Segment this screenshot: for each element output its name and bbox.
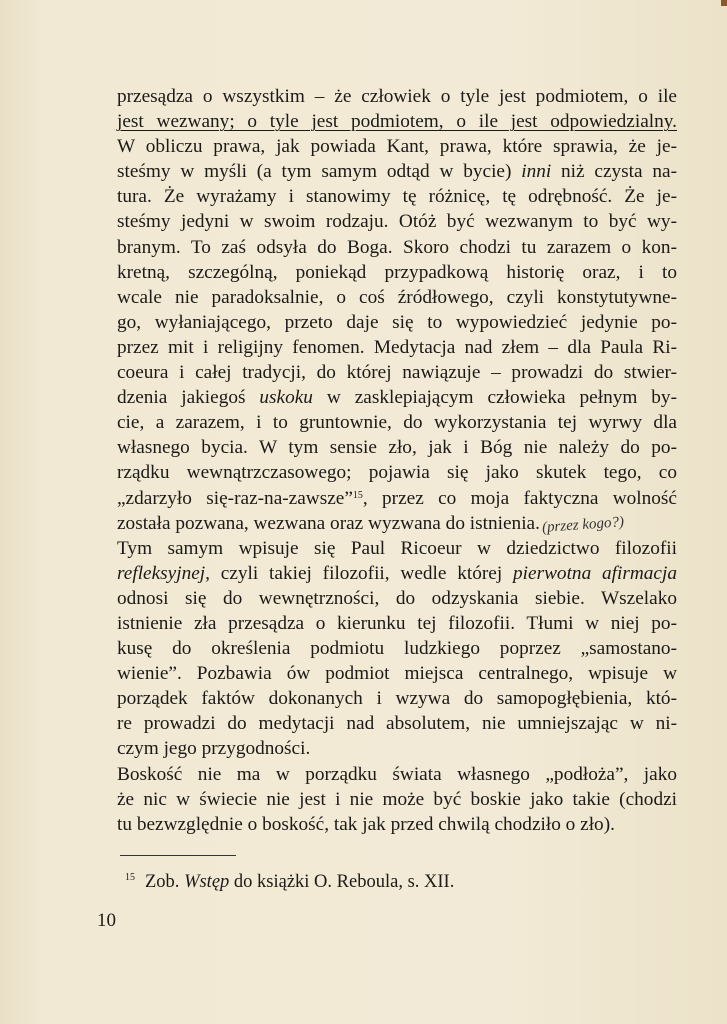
footnote-ref: niż czysta na- (551, 161, 677, 183)
footnote-number: 15 (125, 872, 135, 883)
text-line (117, 310, 677, 335)
text-line (117, 812, 677, 837)
text-line (117, 335, 677, 360)
text-line (117, 84, 677, 109)
text-run: inni (521, 161, 552, 183)
text-line (117, 209, 677, 234)
footnote-ref: czyli takiej filozofii, wedle której (209, 562, 514, 584)
footnote-ref: Tym samym wpisuje się Paul Ricoeur w dziedzictwo filozofii (117, 537, 677, 559)
text-line (117, 511, 677, 536)
footnote-ref: dzenia jakiegoś (117, 387, 260, 409)
footnote-ref: tu bezwzględnie o boskość, tak jak przed chwilą chodziło o zło). (117, 813, 615, 835)
footnote-rule (120, 855, 236, 856)
text-line (117, 134, 677, 159)
text-run: pierwotna afirmacja (513, 562, 677, 584)
footnote-ref: W obliczu prawa, jak powiada Kant, prawa, które sprawia, że je- (117, 136, 677, 158)
body-text (117, 84, 677, 837)
text-run: Wstęp (184, 872, 230, 892)
footnote-ref: w zasklepiającym człowieka pełnym by- (312, 387, 677, 409)
text-line (117, 385, 677, 410)
text-line (117, 586, 677, 611)
footnote-ref: re prowadzi do medytacji nad absolutem, nie umniejszając w ni- (117, 713, 677, 735)
footnote-ref: wienie”. Pozbawia ów podmiot miejsca centralnego, wpisuje w (117, 663, 677, 685)
footnote-ref: czym jego przygodności. (117, 738, 311, 760)
text-line (117, 184, 677, 209)
footnote-ref: 15 (352, 489, 363, 501)
footnote (125, 866, 454, 894)
text-line (117, 410, 677, 435)
text-line (117, 636, 677, 661)
footnote-ref: kretną, szczególną, poniekąd przypadkową historię oraz, i to (117, 261, 677, 283)
text-line (117, 460, 677, 485)
footnote-ref: „zdarzyło się-raz-na-zawsze” (117, 487, 353, 509)
text-line (117, 109, 677, 134)
footnote-ref: że nic w świecie nie jest i nie może być boskie jako takie (chodzi (117, 788, 677, 810)
footnote-ref: coeura i całej tradycji, do której nawiązuje – prowadzi do stwier- (117, 362, 677, 384)
text-line (117, 285, 677, 310)
footnote-ref: odnosi się do wewnętrzności, do odzyskania siebie. Wszelako (117, 587, 677, 609)
footnote-ref: przesądza o wszystkim – że człowiek o tyle jest podmiotem, o ile (117, 86, 677, 107)
page-corner-mark (721, 0, 727, 6)
text-line (117, 762, 677, 787)
footnote-ref: steśmy w myśli (a tym samym odtąd w bycie) (117, 161, 522, 183)
text-line (117, 661, 677, 686)
footnote-ref: cie, a zarazem, i to gruntownie, do wykorzystania tej wyrwy dla (117, 412, 677, 434)
text-run: refleksyjnej, (117, 562, 210, 584)
text-line (117, 486, 677, 511)
page-number: 10 (97, 910, 116, 931)
footnote-ref: do książki O. Reboula, s. XII. (229, 872, 455, 892)
text-line (117, 561, 677, 586)
footnote-ref: porządek faktów dokonanych i wzywa do samopogłębienia, któ- (117, 688, 677, 710)
text-line (117, 711, 677, 736)
footnote-ref: kusę do określenia podmiotu ludzkiego poprzez „samostano- (117, 638, 677, 660)
footnote-ref: została pozwana, wezwana oraz wyzwana do istnienia. (117, 512, 540, 534)
text-line (117, 736, 677, 761)
text-line (117, 686, 677, 711)
footnote-ref: istnienie zła przesądza o kierunku tej filozofii. Tłumi w niej po- (117, 612, 677, 634)
text-line (117, 260, 677, 285)
text-line (117, 235, 677, 260)
footnote-ref: steśmy jedyni w swoim rodzaju. Otóż być wezwanym to być wy- (117, 211, 677, 233)
footnote-ref: Boskość nie ma w porządku świata własnego „podłoża”, jako (117, 763, 677, 785)
text-run: uskoku (259, 387, 313, 409)
footnote-ref: przez mit i religijny fenomen. Medytacja nad złem – dla Paula Ri- (117, 336, 677, 358)
footnote-ref: tura. Że wyrażamy i stanowimy tę różnicę, tę odrębność. Że je- (117, 186, 677, 208)
text-line (117, 360, 677, 385)
text-line (117, 159, 677, 184)
footnote-ref: wcale nie paradoksalnie, o coś źródłowego, czyli konstytutywne- (117, 286, 677, 308)
footnote-ref: go, wyłaniającego, przeto daje się to wypowiedzieć jedynie po- (117, 311, 677, 333)
text-line (117, 435, 677, 460)
footnote-ref: rządku wewnątrzczasowego; pojawia się jako skutek tego, co (117, 462, 677, 484)
text-run: jest wezwany; o tyle jest podmiotem, o ile jest odpowiedzialny. (117, 111, 677, 133)
footnote-ref: branym. To zaś odsyła do Boga. Skoro chodzi tu zarazem o kon- (117, 236, 677, 258)
text-line (117, 536, 677, 561)
text-line (117, 611, 677, 636)
footnote-ref: , przez co moja faktyczna wolność (362, 487, 677, 509)
footnote-ref: własnego bycia. W tym sensie zło, jak i Bóg nie należy do po- (117, 437, 677, 459)
handwritten-note: (przez kogo?) (541, 513, 625, 536)
text-line (117, 787, 677, 812)
footnote-ref: Zob. (145, 872, 185, 892)
